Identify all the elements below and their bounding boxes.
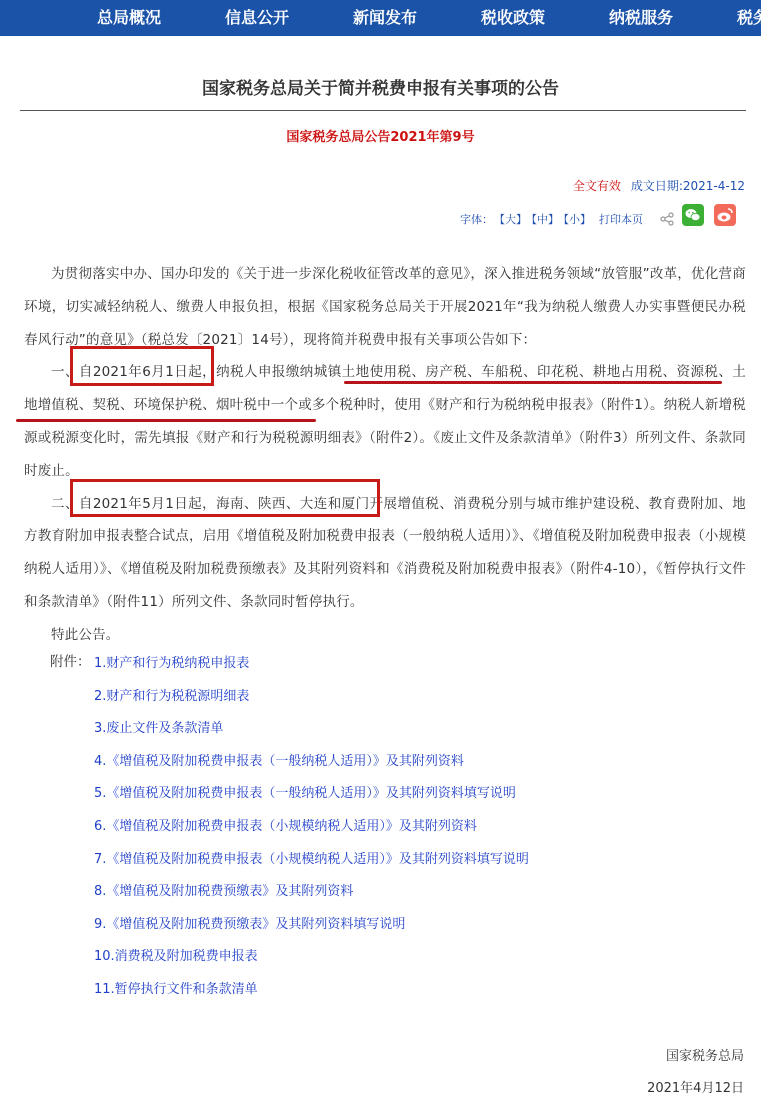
item-two-paragraph: 二、自2021年5月1日起，海南、陕西、大连和厦门开展增值税、消费税分别与城市维护建设税、教育费附加、地方教育附加申报表整合试点，启用《增值税及附加税费申报表（一般纳税人适用）》、《增值税及附加税费申报表（小规模纳税人适用）》、《增值税及附加税费预缴表》及其附列资料和《消费税及附加税费申报表》（附件4-10），《暂停执行文件和条款清单》（附件11）所列文件、条款同时暂停执行。 [24,495,746,610]
attachment-link[interactable]: 2.财产和行为税税源明细表 [94,688,250,704]
intro-paragraph: 为贯彻落实中办、国办印发的《关于进一步深化税收征管改革的意见》，深入推进税务领域“放管服”改革，优化营商环境，切实减轻纳税人、缴费人申报负担，根据《国家税务总局关于开展2021年“我为纳税人缴费人办实事暨便民办税春风行动”的意见》（税总发〔2021〕14号），现将简并税费申报有关事项公告如下： [24,266,746,348]
nav-item-info-disclosure[interactable]: 信息公开 [225,8,290,27]
attachment-link[interactable]: 4.《增值税及附加税费申报表（一般纳税人适用）》及其附列资料 [94,753,464,769]
attachments-label: 附件： [50,654,91,670]
weibo-share-icon[interactable] [714,204,736,226]
date-label: 成文日期: [630,179,683,193]
nav-item-truncated[interactable]: 税务 [737,8,769,27]
attachment-link[interactable]: 1.财产和行为税纳税申报表 [94,656,250,671]
annotation-box-pilot-regions [70,479,380,517]
closing-paragraph: 特此公告。 [51,626,120,643]
font-large-button[interactable]: 【大】 [494,213,527,226]
annotation-underline-tax-list-1 [344,381,722,384]
article-title: 国家税务总局关于简并税费申报有关事项的公告 [202,79,559,99]
font-medium-button[interactable]: 【中】 [526,213,559,226]
item-one-paragraph: 一、自2021年6月1日起，纳税人申报缴纳城镇土地使用税、房产税、车船税、印花税、耕地占用税、资源税、土地增值税、契税、环境保护税、烟叶税中一个或多个税种时，使用《财产和行为税纳税申报表》（附件1）。纳税人新增税源或税源变化时，需先填报《财产和行为税税源明细表》（附件2）。《废止文件及条款清单》（附件3）所列文件、条款同时废止。 [24,364,746,479]
title-divider [20,110,746,111]
article-body [24,258,746,652]
document-number: 国家税务总局公告2021年第9号 [286,130,475,145]
annotation-underline-tax-list-2 [16,419,316,422]
nav-item-tax-policy[interactable]: 税收政策 [481,8,546,27]
top-nav-bar [0,0,769,36]
signature-org: 国家税务总局 [665,1049,744,1064]
attachment-link[interactable]: 9.《增值税及附加税费预缴表》及其附列资料填写说明 [94,916,406,932]
nav-item-overview[interactable]: 总局概况 [97,8,162,27]
signature-date: 2021年4月12日 [647,1081,744,1096]
attachment-link[interactable]: 7.《增值税及附加税费申报表（小规模纳税人适用）》及其附列资料填写说明 [94,851,529,867]
article-meta [573,177,745,194]
attachment-link[interactable]: 10.消费税及附加税费申报表 [94,949,258,965]
date-value: 2021-4-12 [682,179,745,193]
attachment-link[interactable]: 6.《增值税及附加税费申报表（小规模纳税人适用）》及其附列资料 [94,818,477,834]
font-size-label: 字体： [460,213,493,226]
attachment-link[interactable]: 11.暂停执行文件和条款清单 [94,981,258,997]
attachment-link[interactable]: 5.《增值税及附加税费申报表（一般纳税人适用）》及其附列资料填写说明 [94,786,516,802]
share-icon[interactable] [660,212,674,226]
validity-status: 全文有效 [572,179,621,193]
wechat-share-icon[interactable] [682,204,704,226]
nav-item-tax-service[interactable]: 纳税服务 [609,8,674,27]
attachment-link[interactable]: 3.废止文件及条款清单 [94,721,224,737]
annotation-box-june-date [70,346,214,386]
font-small-button[interactable]: 【小】 [558,213,591,226]
nav-item-news[interactable]: 新闻发布 [353,8,418,27]
print-button[interactable]: 打印本页 [599,213,643,226]
attachments-list [94,650,529,1009]
article-tools [460,204,750,228]
attachment-link[interactable]: 8.《增值税及附加税费预缴表》及其附列资料 [94,884,354,900]
